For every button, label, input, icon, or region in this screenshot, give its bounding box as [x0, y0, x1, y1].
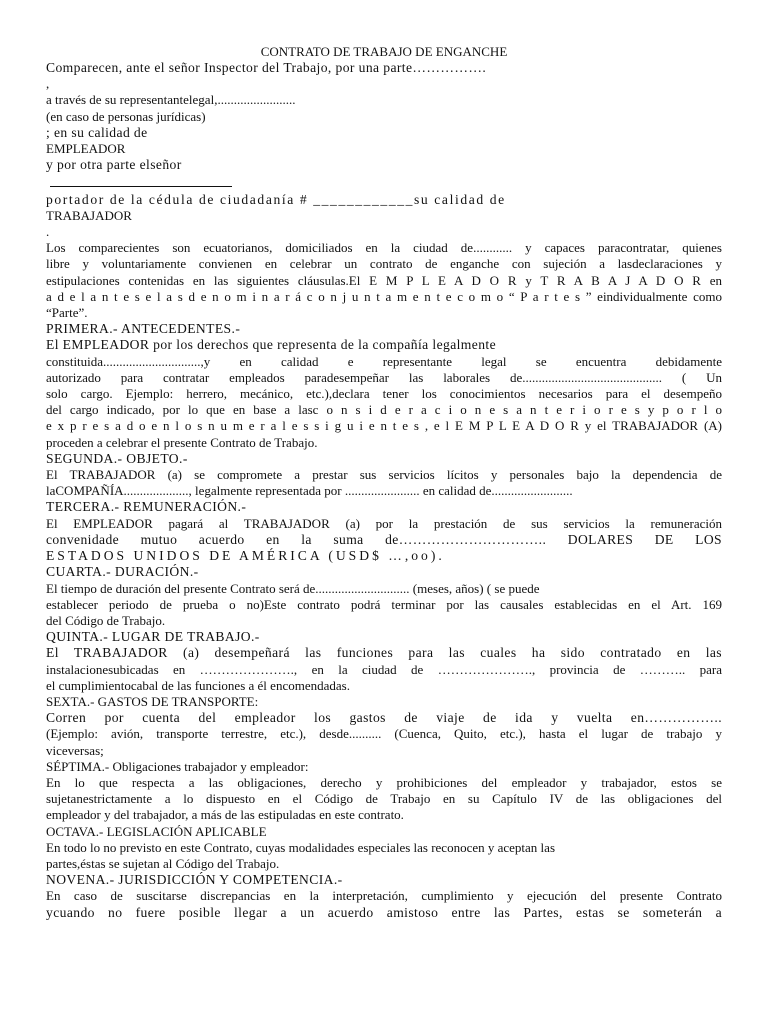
clause-heading-novena: NOVENA.- JURISDICCIÓN Y COMPETENCIA.- — [46, 872, 343, 888]
paragraph-line: “Parte”. — [46, 305, 88, 321]
clause-heading-segunda: SEGUNDA.- OBJETO.- — [46, 450, 188, 466]
paragraph-line: empleador y del trabajador, a más de las estipuladas en este contrato. — [46, 807, 404, 823]
intro-line-2: , — [46, 76, 50, 92]
intro-line-6: EMPLEADOR — [46, 141, 126, 157]
paragraph-line: convenidade mutuo acuerdo en la suma de………………………….. DOLARES DE LOS — [46, 531, 722, 547]
paragraph-line: establecer periodo de prueba o no)Este contrato podrá terminar por las causales establecidas en el Art. 169 — [46, 596, 722, 612]
paragraph-line: solo cargo. Ejemplo: herrero, mecánico, etc.),declara tener los conocimientos necesarios para el desempeño — [46, 386, 722, 402]
paragraph-line: del cargo indicado, por lo que en base a lasc o n s i d e r a c i o n e s a n t e r i o r e s y p o r l o — [46, 402, 722, 418]
paragraph-line: El TRABAJADOR (a) desempeñará las funciones para las cuales ha sido contratado en las — [46, 645, 722, 661]
clause-heading-tercera: TERCERA.- REMUNERACIÓN.- — [46, 499, 247, 515]
paragraph-line: ESTADOS UNIDOS DE AMÉRICA (USD$ …,oo). — [46, 548, 445, 564]
intro-line-11: . — [46, 224, 50, 240]
paragraph-line: instalacionesubicadas en …………………., en la ciudad de …………………., provincia de ……….. para — [46, 661, 722, 677]
paragraph-line: viceversas; — [46, 742, 104, 758]
paragraph-line: En todo lo no previsto en este Contrato, cuyas modalidades especiales las reconocen y aceptan las — [46, 839, 555, 855]
intro-line-4: (en caso de personas jurídicas) — [46, 108, 206, 124]
paragraph-line: libre y voluntariamente convienen en celebrar un contrato de enganche con sujeción a lasdeclaraciones y — [46, 256, 722, 272]
clause-heading-octava: OCTAVA.- LEGISLACIÓN APLICABLE — [46, 823, 267, 839]
intro-line-5: ; en su calidad de — [46, 124, 148, 140]
paragraph-line: a d e l a n t e s e l a s d e n o m i n a r á c o n j u n t a m e n t e c o m o “ P a r t e s ” eindividualmente como — [46, 288, 722, 304]
paragraph-line: laCOMPAÑÍA...................., legalmente representada por ....................... en calidad de......................... — [46, 483, 573, 499]
intro-line-3: a través de su representantelegal,........................ — [46, 92, 296, 108]
blank-rule — [50, 173, 232, 187]
intro-line-9: portador de la cédula de ciudadanía # ____________su calidad de — [46, 191, 506, 207]
paragraph-line: e x p r e s a d o e n l o s n u m e r a l e s s i g u i e n t e s , e l E M P L E A D O R y el TRABAJADOR (A) — [46, 418, 722, 434]
paragraph-line: constituida..............................,y en calidad e representante legal se encuentra debidamente — [46, 353, 722, 369]
clause-heading-septima: SÉPTIMA.- Obligaciones trabajador y empleador: — [46, 758, 309, 774]
paragraph-line: En caso de suscitarse discrepancias en la interpretación, cumplimiento y ejecución del presente Contrato — [46, 888, 722, 904]
clause-heading-primera: PRIMERA.- ANTECEDENTES.- — [46, 321, 241, 337]
clause-heading-quinta: QUINTA.- LUGAR DE TRABAJO.- — [46, 629, 260, 645]
paragraph-line: el cumplimientocabal de las funciones a él encomendadas. — [46, 677, 350, 693]
paragraph-line: El tiempo de duración del presente Contrato será de............................. (meses, años) ( se puede — [46, 580, 540, 596]
signature-blank — [46, 173, 722, 191]
clause-heading-sexta: SEXTA.- GASTOS DE TRANSPORTE: — [46, 693, 259, 709]
paragraph-line: sujetanestrictamente a lo dispuesto en el Código de Trabajo en su Capítulo IV de las obligaciones del — [46, 791, 722, 807]
intro-line-10: TRABAJADOR — [46, 207, 132, 223]
paragraph-line: proceden a celebrar el presente Contrato de Trabajo. — [46, 434, 318, 450]
clause-heading-cuarta: CUARTA.- DURACIÓN.- — [46, 564, 199, 580]
paragraph-line: El EMPLEADOR pagará al TRABAJADOR (a) por la prestación de sus servicios la remuneración — [46, 515, 722, 531]
intro-line-1: Comparecen, ante el señor Inspector del Trabajo, por una parte……………. — [46, 60, 487, 75]
paragraph-line: estipulaciones contenidas en las siguientes cláusulas.El E M P L E A D O R y T R A B A J A D O R en — [46, 272, 722, 288]
document-title: CONTRATO DE TRABAJO DE ENGANCHE — [260, 44, 508, 59]
paragraph-line: partes,éstas se sujetan al Código del Trabajo. — [46, 855, 280, 871]
paragraph-line: (Ejemplo: avión, transporte terrestre, etc.), desde.......... (Cuenca, Quito, etc.), hasta el lugar de trabajo y — [46, 726, 722, 742]
paragraph-line: autorizado para contratar empleados paradesempeñar las laborales de........................................... ( Un — [46, 369, 722, 385]
paragraph-line: El EMPLEADOR por los derechos que representa de la compañía legalmente — [46, 337, 497, 353]
paragraph-line: Corren por cuenta del empleador los gastos de viaje de ida y vuelta en…………….. — [46, 710, 722, 726]
paragraph-line: del Código de Trabajo. — [46, 612, 166, 628]
paragraph-line: El TRABAJADOR (a) se compromete a prestar sus servicios lícitos y personales bajo la dependencia de — [46, 467, 722, 483]
intro-line-7: y por otra parte elseñor — [46, 157, 182, 173]
paragraph-line: ycuando no fuere posible llegar a un acuerdo amistoso entre las Partes, estas se someterán a — [46, 904, 722, 920]
paragraph-line: Los comparecientes son ecuatorianos, domiciliados en la ciudad de............ y capaces paracontratar, quienes — [46, 240, 722, 256]
paragraph-line: En lo que respecta a las obligaciones, derecho y prohibiciones del empleador y trabajador, estos se — [46, 774, 722, 790]
